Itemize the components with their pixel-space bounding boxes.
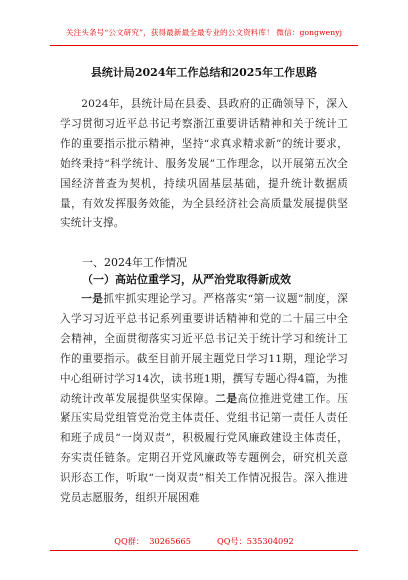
point-one-text: 抓牢抓实理论学习。严格落实“第一议题”制度，深入学习习近平总书记系列重要讲话精神和党的二十届三中全会精神，全面贯彻落实习近平总书记关于统计学习和统计工作的重要指示。截至目前开展主题党日学习11期，理论学习中心组研讨学习14次，读书班1期，撰写专题心得4篇，为推动统计改革发展提供坚实保障。 [60, 293, 348, 405]
footer-contact: QQ群： 30265665 QQ号：535304092 [114, 536, 294, 546]
header-divider [50, 45, 358, 46]
point-two-lead: 二是 [215, 392, 238, 405]
subsection-heading-study: （一）高站位重学习，从严治党取得新成效 [82, 273, 291, 286]
body-paragraph [60, 290, 348, 509]
header-promo-banner: 关注头条号“公文研究”，获得最新最全最专业的公文资料库！ 微信：gongwenyj [65, 28, 343, 37]
document-title: 县统计局2024年工作总结和2025年工作思路 [90, 66, 318, 79]
point-one-lead: 一是 [81, 293, 104, 305]
point-two-text: 高位推进党建工作。压紧压实局党组管党治党主体责任、党组书记第一责任人责任和班子成员“一岗双责”，积极履行党风廉政建设主体责任，夯实责任链条。定期召开党风廉政等专题例会，研究机关意识形态工作，听取“一岗双责”相关工作情况报告。深入推进党员志愿服务，组织开展困难 [60, 392, 348, 505]
footer-divider [50, 550, 358, 551]
section-heading-2024-work: 一、2024年工作情况 [82, 256, 187, 269]
intro-paragraph: 2024年，县统计局在县委、县政府的正确领导下，深入学习贯彻习近平总书记考察浙江重要讲话精神和关于统计工作的重要指示批示精神，坚持“求真求精求新”的统计要求，始终秉持“科学统计、服务发展”工作理念，以开展第五次全国经济普查为契机，持续巩固基层基础，提升统计数据质量，有效发挥服务效能，为全县经济社会高质量发展提供坚实统计支撑。 [60, 98, 348, 230]
